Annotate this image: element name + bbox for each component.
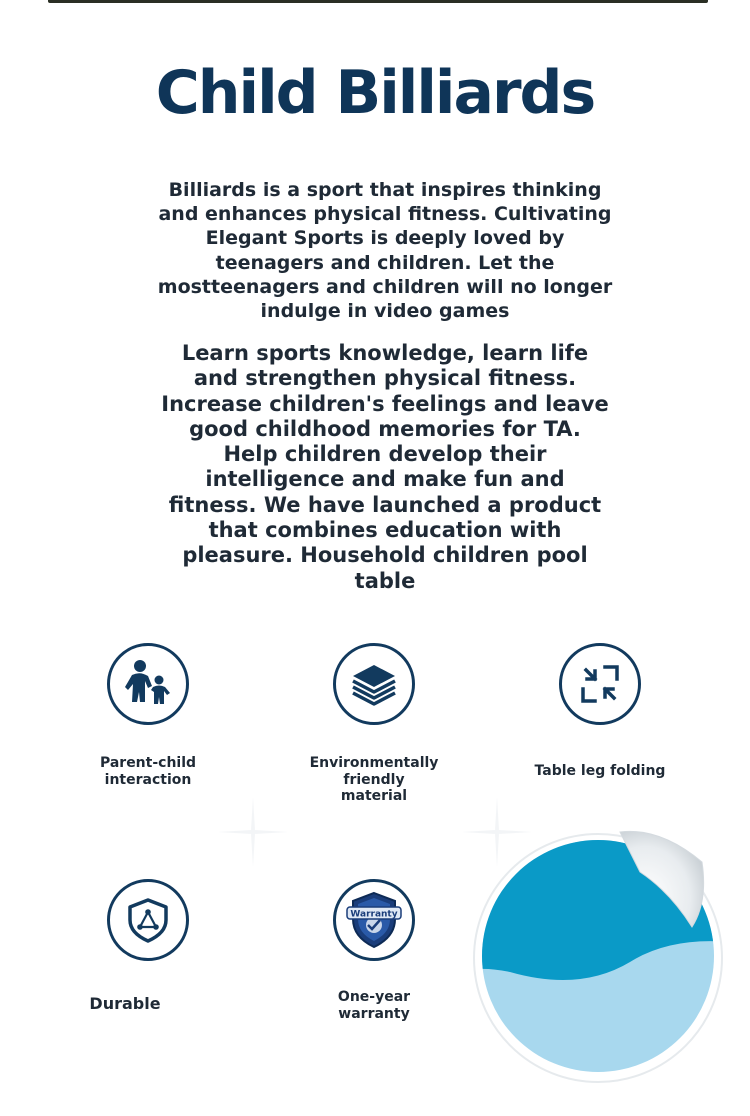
shield-icon — [107, 879, 189, 961]
fold-arrows-icon — [559, 643, 641, 725]
warranty-badge-text: Warranty — [350, 909, 398, 920]
parent-child-icon — [107, 643, 189, 725]
layers-icon — [333, 643, 415, 725]
peel-sticker-graphic — [470, 822, 730, 1084]
top-divider — [48, 0, 708, 3]
feature-label-parent-child: Parent-child interaction — [99, 755, 197, 788]
warranty-badge-icon — [333, 879, 415, 961]
feature-label-warranty: One-year warranty — [337, 989, 411, 1022]
page-title: Child Billiards — [155, 58, 595, 128]
intro-paragraph: Billiards is a sport that inspires thinking and enhances physical fitness. Cultivating Elegant Sports is deeply loved by teenagers and children. Let the mostteenagers and children will no longer indulge in video games — [157, 179, 613, 323]
sparkle-decoration — [218, 797, 288, 867]
feature-label-durable: Durable — [89, 994, 161, 1013]
feature-label-folding: Table leg folding — [534, 763, 666, 779]
detail-paragraph: Learn sports knowledge, learn life and strengthen physical fitness. Increase children's feelings and leave good childhood memories for TA. Help children develop their intelligence and make fun and fitness. We have launched a product that combines education with pleasure. Household children pool table — [161, 341, 609, 593]
feature-label-material: Environmentally friendly material — [309, 755, 439, 804]
